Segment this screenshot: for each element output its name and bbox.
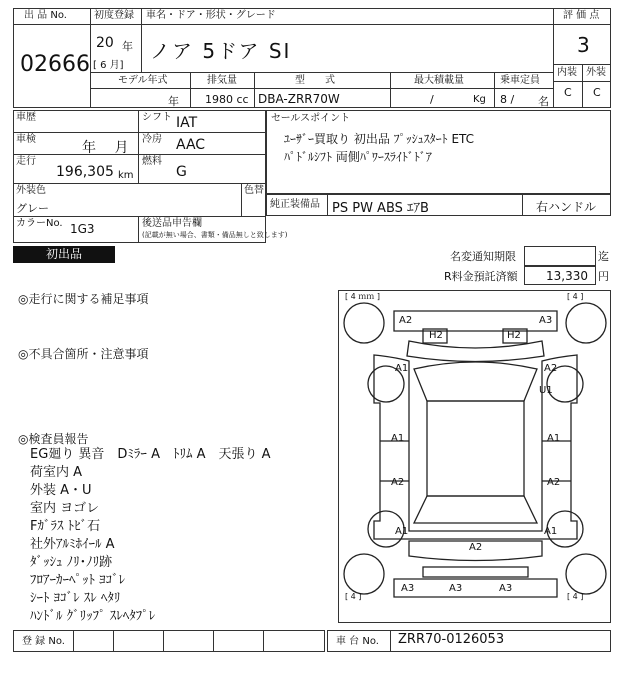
year-unit: 年 xyxy=(122,40,133,53)
shift-label: シフト xyxy=(142,112,172,123)
history-label: 車歴 xyxy=(16,112,36,123)
exterior-label: 外装 xyxy=(586,67,606,78)
inspector-line: 荷室内 A xyxy=(30,465,83,480)
damage-rear-bumper-right: A3 xyxy=(499,583,513,594)
rating-label: 評 価 点 xyxy=(563,10,600,21)
docs-note: (記載が無い場合、書類・備品無しと致します) xyxy=(142,231,288,239)
first-reg-label: 初度登録 xyxy=(94,10,134,21)
inspector-line: 外装 A・U xyxy=(30,483,92,498)
exterior-color-value: グレー xyxy=(16,202,49,215)
max-load-unit: Kg xyxy=(473,94,486,105)
inspector-line: EG廻り 異音 Dﾐﾗｰ A ﾄﾘﾑ A 天張り A xyxy=(30,447,271,462)
inspector-line: ﾊﾝﾄﾞﾙ ｸﾞﾘｯﾌﾟ ｽﾚﾍﾀﾌﾟﾚ xyxy=(30,609,156,624)
displacement-label: 排気量 xyxy=(207,75,237,86)
inspector-line: ﾌﾛｱｰｶｰﾍﾟｯﾄ ﾖｺﾞﾚ xyxy=(30,573,126,588)
color-no-value: 1G3 xyxy=(70,222,95,236)
color-change-label: 色替 xyxy=(244,185,264,196)
damage-door-rear-right: A2 xyxy=(547,477,561,488)
tire-rear-left: [ 4 ] xyxy=(345,592,362,601)
docs-label: 後送品申告欄 xyxy=(142,218,202,229)
damage-rear-bumper-left: A3 xyxy=(401,583,415,594)
sales-point-label: セールスポイント xyxy=(271,113,351,124)
fuel-value: G xyxy=(176,164,187,180)
tire-front-right: [ 4 ] xyxy=(567,292,584,301)
defect-notes-label: ◎不具合箇所・注意事項 xyxy=(18,347,149,361)
meter-change-box xyxy=(524,246,596,266)
inspection-label: 車検 xyxy=(16,134,36,145)
damage-door-front-left: A1 xyxy=(391,433,405,444)
recycle-label: R料金預託済額 xyxy=(444,270,518,283)
capacity-unit: 名 xyxy=(538,95,549,108)
car-outline xyxy=(339,291,612,624)
capacity-value: 8 / xyxy=(500,93,515,106)
rating-score: 3 xyxy=(577,33,590,57)
max-load-value: / xyxy=(430,93,434,106)
damage-fender-right-2: U1 xyxy=(539,385,553,396)
inspector-line: 社外ｱﾙﾐﾎｲｰﾙ A xyxy=(30,537,115,552)
car-name-label: 車名・ドア・形状・グレード xyxy=(146,10,276,21)
capacity-label: 乗車定員 xyxy=(500,75,540,86)
driving-notes-label: ◎走行に関する補足事項 xyxy=(18,292,149,306)
first-listing-tag: 初出品 xyxy=(13,246,115,263)
meter-change-label: 名変通知期限 xyxy=(450,250,516,263)
lot-number: 02666 xyxy=(20,52,90,77)
first-reg-year: 20 xyxy=(96,35,114,51)
damage-fender-right: A2 xyxy=(544,363,558,374)
ac-label: 冷房 xyxy=(142,134,162,145)
recycle-unit: 円 xyxy=(598,270,609,283)
tire-front-left: [ 4 ｍｍ ] xyxy=(345,292,380,301)
damage-rear-gate: A2 xyxy=(469,542,483,553)
equipment-label: 純正装備品 xyxy=(270,199,320,210)
damage-front-bumper-right: A3 xyxy=(539,315,553,326)
inspection-value: 年 月 xyxy=(82,140,129,156)
inspector-line: ﾀﾞｯｼｭ ﾉﾘ･ﾉﾘ跡 xyxy=(30,555,113,570)
damage-rear-bumper-middle: A3 xyxy=(449,583,463,594)
chassis-number: ZRR70-0126053 xyxy=(398,632,505,647)
sales-point-line1: ﾕｰｻﾞｰ買取り 初出品 ﾌﾟｯｼｭｽﾀｰﾄ ETC xyxy=(284,132,475,146)
interior-label: 内装 xyxy=(557,67,577,78)
steering-value: 右ハンドル xyxy=(536,200,597,214)
displacement-value: 1980 cc xyxy=(205,93,249,106)
damage-fender-left: A1 xyxy=(395,363,409,374)
damage-diagram xyxy=(338,290,611,623)
damage-quarter-left: A1 xyxy=(395,526,409,537)
mileage-label: 走行 xyxy=(16,156,36,167)
chassis-label: 車 台 No. xyxy=(336,636,379,647)
damage-quarter-right: A1 xyxy=(544,526,558,537)
interior-grade: C xyxy=(564,86,572,99)
model-type-label: 型 式 xyxy=(295,75,335,86)
equipment-value: PS PW ABS ｴｱB xyxy=(332,201,429,216)
exterior-color-label: 外装色 xyxy=(16,185,46,196)
max-load-label: 最大積載量 xyxy=(414,75,464,86)
meter-change-unit: 迄 xyxy=(598,250,609,263)
damage-front-bumper-left: A2 xyxy=(399,315,413,326)
damage-door-rear-left: A2 xyxy=(391,477,405,488)
recycle-value: 13,330 xyxy=(546,269,588,283)
ac-value: AAC xyxy=(176,137,206,153)
lot-no-label: 出 品 No. xyxy=(24,10,67,21)
damage-headlight-right: H2 xyxy=(507,330,521,341)
reg-no-label: 登 録 No. xyxy=(22,636,65,647)
first-reg-month: [ 6 月] xyxy=(93,60,124,71)
damage-door-front-right: A1 xyxy=(547,433,561,444)
car-name: ノア 5ドア SI xyxy=(150,39,292,63)
inspector-line: 室内 ヨゴレ xyxy=(30,501,100,516)
mileage-value: 196,305 xyxy=(56,164,114,180)
sales-point-line2: ﾊﾟﾄﾞﾙｼﾌﾄ 両側ﾊﾟﾜｰｽﾗｲﾄﾞﾄﾞｱ xyxy=(284,150,432,164)
fuel-label: 燃料 xyxy=(142,156,162,167)
shift-value: IAT xyxy=(176,115,198,131)
inspector-line: ｼｰﾄ ﾖｺﾞﾚ ｽﾚ ﾍﾀﾘ xyxy=(30,591,121,606)
model-year-unit: 年 xyxy=(168,95,179,108)
model-type-value: DBA-ZRR70W xyxy=(258,92,340,106)
exterior-grade: C xyxy=(593,86,601,99)
damage-headlight-left: H2 xyxy=(429,330,443,341)
mileage-unit: km xyxy=(118,170,134,181)
inspector-report-label: ◎検査員報告 xyxy=(18,432,89,446)
tire-rear-right: [ 4 ] xyxy=(567,592,584,601)
color-no-label: カラーNo. xyxy=(16,218,63,229)
model-year-label: モデル年式 xyxy=(118,75,168,86)
inspector-line: Fｶﾞﾗｽ ﾄﾋﾞ石 xyxy=(30,519,101,534)
